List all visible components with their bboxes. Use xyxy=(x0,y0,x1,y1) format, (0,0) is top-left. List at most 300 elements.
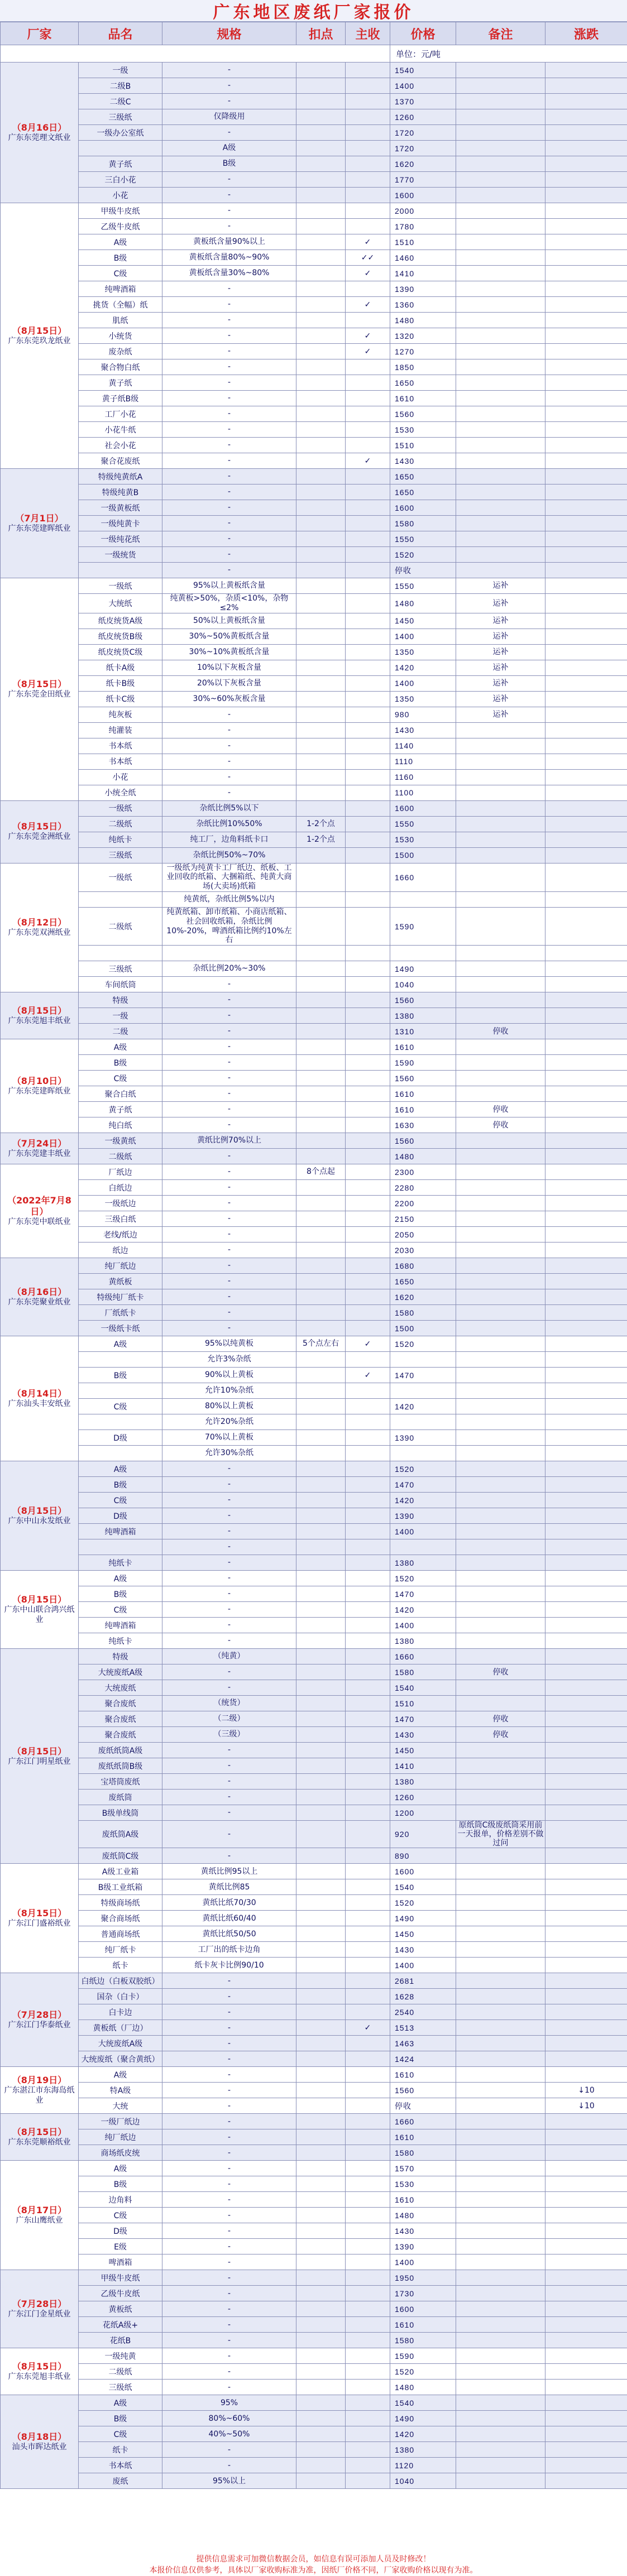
product-cell: 特级纯厂纸卡 xyxy=(79,1289,162,1305)
collect-cell xyxy=(346,531,390,547)
deduct-cell xyxy=(296,1289,346,1305)
product-cell: 纯啤酒箱 xyxy=(79,281,162,297)
product-cell: 国杂（白卡） xyxy=(79,1989,162,2004)
deduct-cell xyxy=(296,203,346,219)
table-row xyxy=(1,2286,627,2301)
deduct-cell xyxy=(296,1848,346,1864)
deduct-cell xyxy=(296,907,346,945)
collect-cell xyxy=(346,2442,390,2458)
remark-cell xyxy=(456,1602,545,1618)
price-cell: 1520 xyxy=(390,2364,456,2380)
remark-cell xyxy=(456,344,545,359)
product-cell: 挑货（全幅）纸 xyxy=(79,297,162,313)
deduct-cell xyxy=(296,1973,346,1989)
product-cell: 废纸纸筒B级 xyxy=(79,1758,162,1774)
deduct-cell xyxy=(296,2301,346,2317)
change-cell xyxy=(545,832,627,847)
product-cell: 大统废纸 xyxy=(79,1680,162,1696)
table-row xyxy=(1,2192,627,2208)
product-cell: A级 xyxy=(79,234,162,250)
spec-cell: 杂纸比例10%50% xyxy=(162,816,296,832)
remark-cell xyxy=(456,2129,545,2145)
deduct-cell xyxy=(296,1258,346,1274)
change-cell xyxy=(545,2270,627,2286)
price-cell: 1660 xyxy=(390,863,456,891)
price-cell: 2150 xyxy=(390,1211,456,1227)
spec-cell: 黄纸比例85 xyxy=(162,1879,296,1895)
deduct-cell xyxy=(296,2442,346,2458)
price-cell: 1470 xyxy=(390,1477,456,1493)
collect-cell xyxy=(346,1696,390,1711)
product-cell: 聚合废纸 xyxy=(79,1727,162,1743)
table-row xyxy=(1,1696,627,1711)
factory-name: 广东东莞建晖纸业 xyxy=(8,524,71,533)
remark-cell xyxy=(456,800,545,816)
price-cell: 1480 xyxy=(390,2208,456,2223)
spec-cell: - xyxy=(162,438,296,453)
header-product: 品名 xyxy=(79,22,162,45)
collect-cell xyxy=(346,1848,390,1864)
deduct-cell xyxy=(296,500,346,516)
product-cell: 书本纸 xyxy=(79,738,162,754)
remark-cell xyxy=(456,2395,545,2411)
remark-cell: 运补 xyxy=(456,644,545,660)
deduct-cell xyxy=(296,2286,346,2301)
spec-cell: 30%~60%灰板含量 xyxy=(162,691,296,707)
table-row xyxy=(1,2270,627,2286)
price-cell: 1380 xyxy=(390,2442,456,2458)
collect-cell xyxy=(346,1258,390,1274)
product-cell: 纸卡 xyxy=(79,1958,162,1973)
change-cell xyxy=(545,2317,627,2333)
remark-cell xyxy=(456,1973,545,1989)
table-row xyxy=(1,1664,627,1680)
deduct-cell xyxy=(296,660,346,675)
deduct-cell xyxy=(296,375,346,391)
product-cell: 黄子纸 xyxy=(79,1102,162,1117)
spec-cell: - xyxy=(162,738,296,754)
product-cell: 小花 xyxy=(79,769,162,785)
spec-cell: 20%以下灰板含量 xyxy=(162,675,296,691)
change-cell xyxy=(545,847,627,863)
change-cell: ↓10 xyxy=(545,2083,627,2098)
collect-cell xyxy=(346,2051,390,2067)
collect-cell xyxy=(346,1211,390,1227)
spec-cell: - xyxy=(162,1680,296,1696)
product-cell: D级 xyxy=(79,2223,162,2239)
remark-cell xyxy=(456,125,545,141)
spec-cell: - xyxy=(162,2208,296,2223)
product-cell: A级 xyxy=(79,1571,162,1586)
footer-line-1: 提供信息需求可加微信数据会员，如信息有误可添加人员及时修改！ xyxy=(196,2555,431,2564)
factory-name: 广东东莞聚业纸业 xyxy=(8,1297,71,1307)
product-cell xyxy=(79,1352,162,1368)
product-cell: 特级纯黄纸A xyxy=(79,469,162,485)
table-row xyxy=(1,328,627,344)
price-cell: 1610 xyxy=(390,1039,456,1055)
deduct-cell xyxy=(296,266,346,281)
collect-cell xyxy=(346,1911,390,1926)
change-cell xyxy=(545,2395,627,2411)
change-cell xyxy=(545,2411,627,2426)
table-row xyxy=(1,2348,627,2364)
product-cell: 纯纸卡 xyxy=(79,1633,162,1649)
product-cell: 一级纸 xyxy=(79,578,162,594)
deduct-cell xyxy=(296,2395,346,2411)
table-row xyxy=(1,391,627,406)
product-cell: 纯厂纸边 xyxy=(79,2129,162,2145)
price-cell: 1430 xyxy=(390,1727,456,1743)
price-cell: 1628 xyxy=(390,1989,456,2004)
spec-cell: - xyxy=(162,707,296,722)
spec-cell: - xyxy=(162,2270,296,2286)
factory-cell xyxy=(1,1336,79,1461)
deduct-cell xyxy=(296,1461,346,1477)
price-cell: 1560 xyxy=(390,1133,456,1149)
spec-cell: - xyxy=(162,406,296,422)
collect-cell xyxy=(346,832,390,847)
price-cell: 1360 xyxy=(390,297,456,313)
table-row xyxy=(1,1524,627,1539)
product-cell: 普通商场纸 xyxy=(79,1926,162,1942)
factory-name: 广东东莞金田纸业 xyxy=(8,690,71,699)
deduct-cell xyxy=(296,1368,346,1383)
change-cell xyxy=(545,359,627,375)
product-cell: 一级黄板纸 xyxy=(79,500,162,516)
table-row xyxy=(1,2176,627,2192)
remark-cell xyxy=(456,832,545,847)
remark-cell xyxy=(456,172,545,188)
change-cell xyxy=(545,691,627,707)
spec-cell: - xyxy=(162,1555,296,1571)
price-cell: 1430 xyxy=(390,2223,456,2239)
change-cell xyxy=(545,1805,627,1821)
price-cell: 1580 xyxy=(390,1664,456,1680)
spec-cell: - xyxy=(162,1848,296,1864)
table-row xyxy=(1,1848,627,1864)
deduct-cell xyxy=(296,344,346,359)
collect-cell xyxy=(346,738,390,754)
collect-cell xyxy=(346,1879,390,1895)
deduct-cell xyxy=(296,644,346,660)
deduct-cell xyxy=(296,219,346,234)
deduct-cell xyxy=(296,2067,346,2083)
spec-cell: 80%~60% xyxy=(162,2411,296,2426)
deduct-cell xyxy=(296,800,346,816)
spec-cell: - xyxy=(162,188,296,203)
collect-cell xyxy=(346,1196,390,1211)
deduct-cell xyxy=(296,1227,346,1243)
product-cell: 特级纯黄B xyxy=(79,485,162,500)
change-cell xyxy=(545,547,627,563)
table-row xyxy=(1,1555,627,1571)
remark-cell xyxy=(456,785,545,800)
price-cell: 1590 xyxy=(390,907,456,945)
remark-cell xyxy=(456,1008,545,1024)
product-cell: 一级纯花纸 xyxy=(79,531,162,547)
price-cell: 1610 xyxy=(390,1102,456,1117)
remark-cell xyxy=(456,1989,545,2004)
table-row xyxy=(1,1774,627,1790)
spec-cell: - xyxy=(162,2145,296,2161)
change-cell xyxy=(545,1008,627,1024)
change-cell xyxy=(545,1864,627,1879)
table-row xyxy=(1,141,627,156)
remark-cell xyxy=(456,2145,545,2161)
remark-cell xyxy=(456,359,545,375)
price-cell: 1560 xyxy=(390,992,456,1008)
remark-cell: 停收 xyxy=(456,1711,545,1727)
table-row xyxy=(1,375,627,391)
deduct-cell xyxy=(296,1602,346,1618)
collect-cell xyxy=(346,785,390,800)
factory-cell xyxy=(1,203,79,469)
product-cell: 白纸边（白板双胶纸） xyxy=(79,1973,162,1989)
remark-cell xyxy=(456,2270,545,2286)
collect-cell xyxy=(346,594,390,613)
remark-cell xyxy=(456,1321,545,1336)
price-cell: 1380 xyxy=(390,1008,456,1024)
product-cell: 废纸筒C级 xyxy=(79,1848,162,1864)
product-cell: C级 xyxy=(79,1493,162,1508)
remark-cell xyxy=(456,769,545,785)
factory-cell xyxy=(1,1571,79,1649)
change-cell xyxy=(545,156,627,172)
deduct-cell xyxy=(296,2348,346,2364)
table-row xyxy=(1,406,627,422)
deduct-cell xyxy=(296,1633,346,1649)
collect-cell xyxy=(346,2208,390,2223)
collect-cell xyxy=(346,1942,390,1958)
factory-name: 广东东莞建丰纸业 xyxy=(8,1149,71,1158)
change-cell xyxy=(545,1989,627,2004)
unit-label: 单位：元/吨 xyxy=(390,45,627,63)
collect-cell xyxy=(346,1274,390,1289)
product-cell: C级 xyxy=(79,1602,162,1618)
collect-cell xyxy=(346,2395,390,2411)
change-cell xyxy=(545,1383,627,1399)
spec-cell: - xyxy=(162,2114,296,2129)
product-cell: 黄子纸 xyxy=(79,156,162,172)
price-cell: 1570 xyxy=(390,2161,456,2176)
table-row xyxy=(1,2051,627,2067)
remark-cell xyxy=(456,391,545,406)
table-row xyxy=(1,2145,627,2161)
deduct-cell xyxy=(296,156,346,172)
spec-cell: - xyxy=(162,2317,296,2333)
price-cell: 1450 xyxy=(390,1743,456,1758)
product-cell: 黄板纸 xyxy=(79,2301,162,2317)
price-cell: 1390 xyxy=(390,281,456,297)
product-cell: A级 xyxy=(79,1039,162,1055)
spec-cell: 40%~50% xyxy=(162,2426,296,2442)
spec-cell: - xyxy=(162,297,296,313)
factory-name: 广东汕头丰安纸业 xyxy=(8,1399,71,1408)
collect-cell xyxy=(346,1618,390,1633)
collect-cell xyxy=(346,1399,390,1414)
change-cell xyxy=(545,1258,627,1274)
collect-cell xyxy=(346,219,390,234)
deduct-cell xyxy=(296,2192,346,2208)
change-cell xyxy=(545,1664,627,1680)
price-cell: 1620 xyxy=(390,1289,456,1305)
spec-cell: 50%以上黄板纸含量 xyxy=(162,613,296,629)
table-row xyxy=(1,2458,627,2473)
change-cell xyxy=(545,125,627,141)
remark-cell xyxy=(456,203,545,219)
spec-cell: - xyxy=(162,63,296,78)
table-row xyxy=(1,438,627,453)
factory-date: （8月15日） xyxy=(12,821,67,832)
change-cell: ↓10 xyxy=(545,2098,627,2114)
table-row xyxy=(1,219,627,234)
deduct-cell xyxy=(296,63,346,78)
deduct-cell xyxy=(296,2317,346,2333)
price-cell: 1510 xyxy=(390,438,456,453)
table-row xyxy=(1,1430,627,1446)
deduct-cell xyxy=(296,847,346,863)
factory-cell xyxy=(1,1039,79,1133)
factory-date: （8月18日） xyxy=(12,2431,67,2443)
price-cell: 1950 xyxy=(390,2270,456,2286)
remark-cell xyxy=(456,516,545,531)
change-cell xyxy=(545,785,627,800)
table-row xyxy=(1,738,627,754)
table-row xyxy=(1,1633,627,1649)
table-row xyxy=(1,1352,627,1368)
spec-cell: - xyxy=(162,2333,296,2348)
deduct-cell xyxy=(296,1274,346,1289)
product-cell: E级 xyxy=(79,2239,162,2254)
spec-cell: 黄纸比例70%以上 xyxy=(162,1133,296,1149)
product-cell: 一级纸 xyxy=(79,800,162,816)
change-cell xyxy=(545,2192,627,2208)
deduct-cell xyxy=(296,2114,346,2129)
collect-cell xyxy=(346,2348,390,2364)
price-cell: 1260 xyxy=(390,1790,456,1805)
remark-cell xyxy=(456,2114,545,2129)
change-cell xyxy=(545,1571,627,1586)
price-cell: 1420 xyxy=(390,660,456,675)
deduct-cell xyxy=(296,2254,346,2270)
collect-cell xyxy=(346,1633,390,1649)
spec-cell: - xyxy=(162,1743,296,1758)
change-cell xyxy=(545,250,627,266)
change-cell xyxy=(545,2161,627,2176)
change-cell xyxy=(545,1352,627,1368)
spec-cell: 黄板纸含量30%~80% xyxy=(162,266,296,281)
collect-cell: ✓ xyxy=(346,1336,390,1352)
remark-cell xyxy=(456,1196,545,1211)
collect-cell xyxy=(346,2145,390,2161)
deduct-cell xyxy=(296,438,346,453)
price-cell: 1500 xyxy=(390,1321,456,1336)
factory-cell xyxy=(1,2348,79,2395)
table-row xyxy=(1,847,627,863)
deduct-cell xyxy=(296,1414,346,1430)
product-cell xyxy=(79,141,162,156)
deduct-cell xyxy=(296,94,346,109)
remark-cell xyxy=(456,2442,545,2458)
product-cell: B级 xyxy=(79,2411,162,2426)
price-cell: 1530 xyxy=(390,832,456,847)
deduct-cell xyxy=(296,1727,346,1743)
spec-cell: 纯黄纸，杂纸比例5%以内 xyxy=(162,891,296,907)
spec-cell: - xyxy=(162,219,296,234)
header-row xyxy=(1,22,627,45)
deduct-cell xyxy=(296,1942,346,1958)
price-cell: 1770 xyxy=(390,172,456,188)
product-cell: 二级纸 xyxy=(79,2364,162,2380)
price-cell: 1590 xyxy=(390,2348,456,2364)
remark-cell xyxy=(456,1336,545,1352)
spec-cell: - xyxy=(162,754,296,769)
factory-date: （7月28日） xyxy=(12,2009,67,2021)
price-cell: 2681 xyxy=(390,1973,456,1989)
price-cell: 1390 xyxy=(390,1430,456,1446)
factory-cell xyxy=(1,1133,79,1164)
change-cell xyxy=(545,675,627,691)
spec-cell: - xyxy=(162,94,296,109)
table-row xyxy=(1,907,627,945)
collect-cell xyxy=(346,1727,390,1743)
spec-cell: - xyxy=(162,1164,296,1180)
price-cell: 1520 xyxy=(390,1336,456,1352)
remark-cell xyxy=(456,1864,545,1879)
price-cell: 1470 xyxy=(390,1711,456,1727)
collect-cell xyxy=(346,1024,390,1039)
product-cell: B级 xyxy=(79,1368,162,1383)
change-cell xyxy=(545,344,627,359)
factory-cell xyxy=(1,469,79,578)
product-cell: 二级B xyxy=(79,78,162,94)
deduct-cell xyxy=(296,2426,346,2442)
change-cell xyxy=(545,2254,627,2270)
deduct-cell xyxy=(296,2004,346,2020)
price-cell: 1600 xyxy=(390,1864,456,1879)
remark-cell xyxy=(456,977,545,992)
spec-cell: - xyxy=(162,344,296,359)
remark-cell xyxy=(456,438,545,453)
change-cell xyxy=(545,707,627,722)
table-row xyxy=(1,1989,627,2004)
change-cell xyxy=(545,660,627,675)
change-cell xyxy=(545,63,627,78)
price-cell: 2300 xyxy=(390,1164,456,1180)
change-cell xyxy=(545,1024,627,1039)
table-row xyxy=(1,1539,627,1555)
factory-name: 汕头市晖达纸业 xyxy=(12,2443,67,2452)
deduct-cell xyxy=(296,281,346,297)
table-row xyxy=(1,281,627,297)
price-cell: 890 xyxy=(390,1848,456,1864)
deduct-cell xyxy=(296,313,346,328)
collect-cell xyxy=(346,156,390,172)
price-cell: 1200 xyxy=(390,1805,456,1821)
remark-cell xyxy=(456,78,545,94)
product-cell: 老线/纸边 xyxy=(79,1227,162,1243)
remark-cell xyxy=(456,1368,545,1383)
spec-cell: 95%以上黄板纸含量 xyxy=(162,578,296,594)
change-cell xyxy=(545,219,627,234)
deduct-cell xyxy=(296,531,346,547)
spec-cell: - xyxy=(162,1774,296,1790)
collect-cell xyxy=(346,769,390,785)
price-cell: 1380 xyxy=(390,1774,456,1790)
table-row xyxy=(1,1414,627,1430)
deduct-cell xyxy=(296,1864,346,1879)
price-cell xyxy=(390,1539,456,1555)
